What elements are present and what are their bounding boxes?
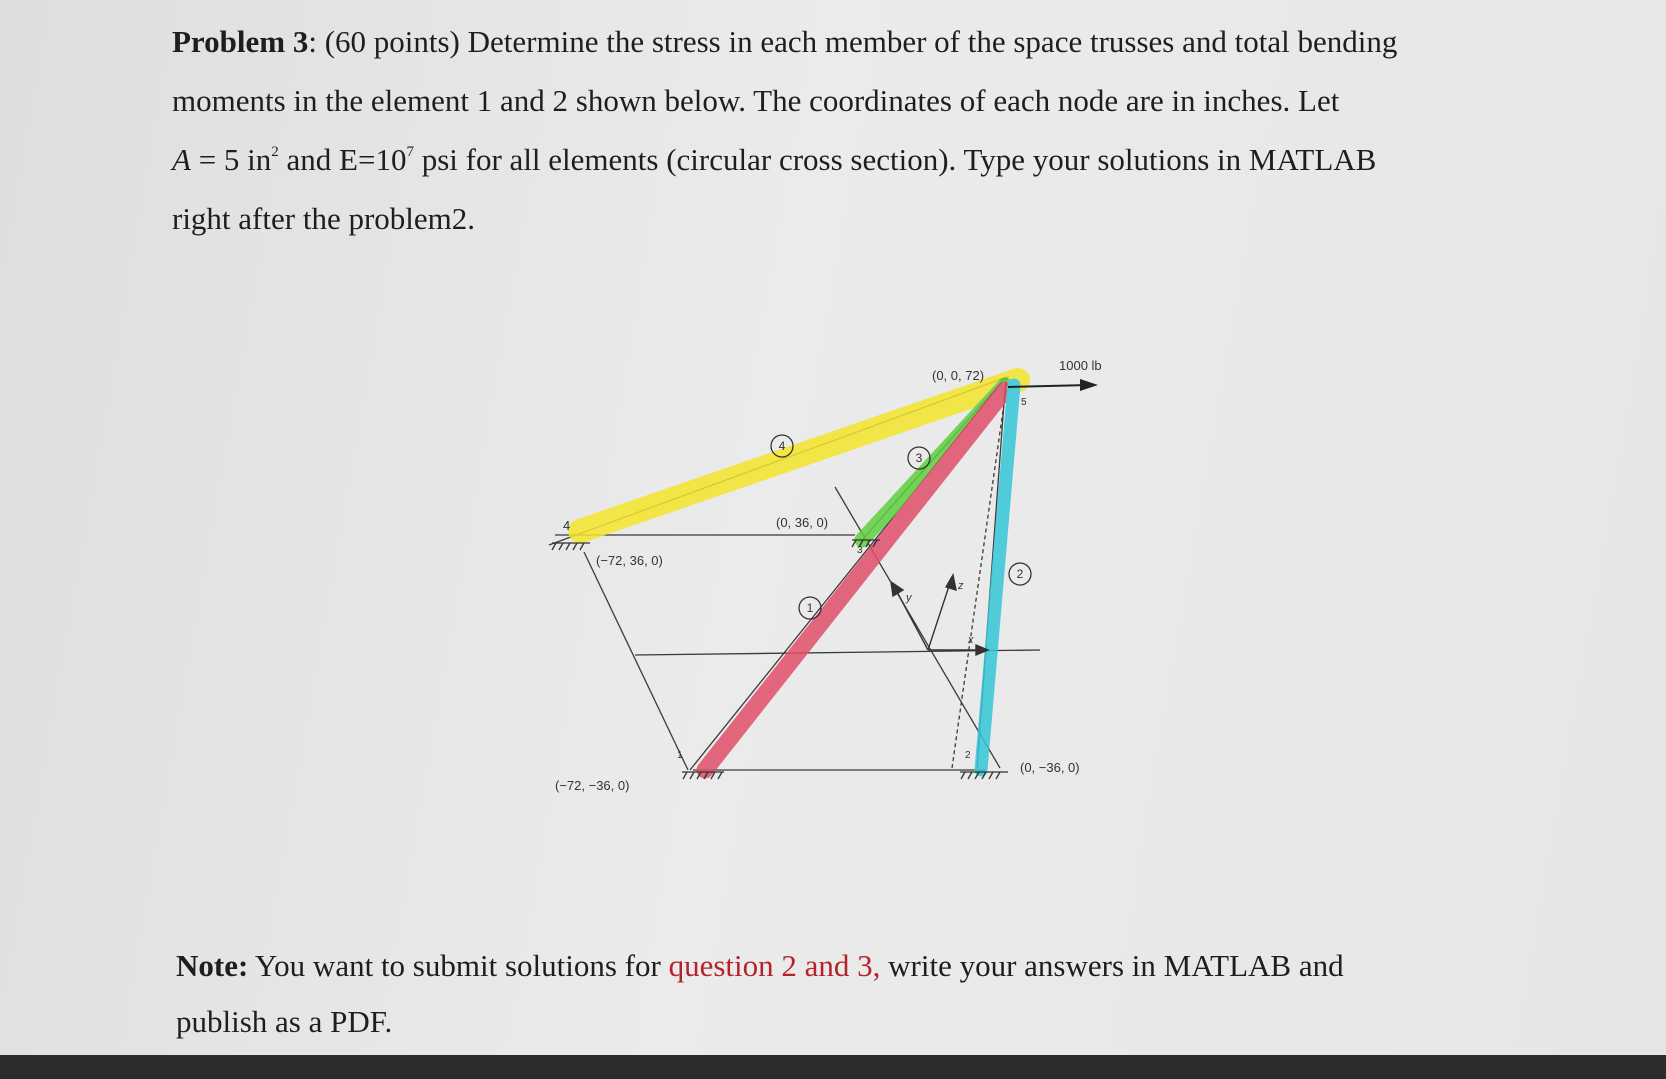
supports xyxy=(552,540,1008,779)
x-axis-label: x xyxy=(968,634,974,646)
note-line-2: publish as a PDF. xyxy=(176,1004,393,1039)
node-2-coordinate: (0, −36, 0) xyxy=(1020,760,1080,775)
element-1-marker xyxy=(799,597,821,619)
problem-line-1: Problem 3: (60 points) Determine the stress in each member of the space trusses and total bending xyxy=(172,24,1398,59)
node-5-label: 5 xyxy=(1021,397,1027,408)
desk-edge xyxy=(0,1055,1666,1079)
node-5-coordinate: (0, 0, 72) xyxy=(932,368,985,383)
note-paragraph xyxy=(176,938,1476,1050)
z-axis-label: z xyxy=(958,580,964,592)
note-label: Note: xyxy=(176,948,249,983)
node-2-label: 2 xyxy=(965,750,971,761)
z-axis xyxy=(928,583,950,650)
y-axis-label: y xyxy=(906,592,912,604)
node-3-label: 3 xyxy=(857,545,863,556)
note-line-1: Note: You want to submit solutions for question 2 and 3, write your answers in MATLAB and xyxy=(176,948,1344,983)
node-1-coordinate: (−72, −36, 0) xyxy=(555,778,630,793)
node-1-label: 1 xyxy=(677,750,683,761)
y-axis xyxy=(896,590,928,650)
y-axis-arrow xyxy=(891,582,903,596)
problem-line-3: A = 5 $in^2$ and $E=10^7$ psi for all elements (circular cross section). Type your solutions in MATLAB xyxy=(172,142,1377,177)
problem-line-2: moments in the element 1 and 2 shown below. The coordinates of each node are in inches. Let xyxy=(172,83,1340,118)
element-3-marker xyxy=(908,447,930,469)
ground-line-left xyxy=(584,552,688,770)
svg-text:1: 1 xyxy=(806,601,814,615)
load-label: 1000 lb xyxy=(1059,358,1102,373)
z-axis-arrow xyxy=(946,575,956,590)
node-3-coordinate: (0, 36, 0) xyxy=(776,515,829,530)
svg-text:2: 2 xyxy=(1016,567,1024,581)
svg-text:4: 4 xyxy=(778,439,786,453)
ground-line-right-diagonal xyxy=(835,487,1000,768)
support-node-4 xyxy=(552,543,590,550)
problem-line-4: right after the problem2. xyxy=(172,201,476,236)
note-highlight-text: question 2 and 3, xyxy=(668,948,881,983)
node-4-coordinate: (−72, 36, 0) xyxy=(596,553,663,568)
svg-text:3: 3 xyxy=(915,451,923,465)
element-2-marker xyxy=(1009,563,1031,585)
problem-label: Problem 3 xyxy=(172,24,309,59)
node-4-label: 4 xyxy=(563,518,571,533)
